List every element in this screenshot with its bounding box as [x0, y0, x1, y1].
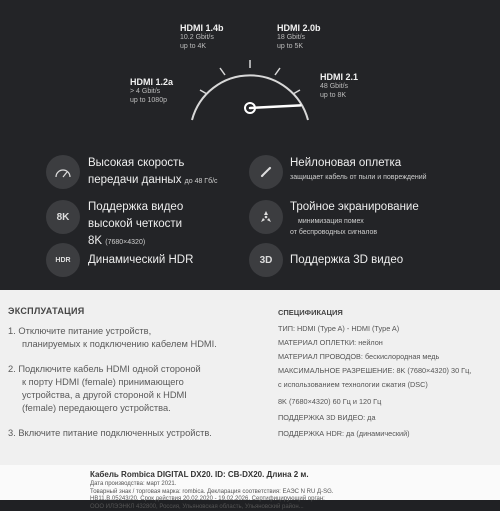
step-line: 2. Подключите кабель HDMI одной стороной	[8, 363, 201, 376]
shield-icon	[249, 200, 283, 234]
feature-speed-title2: передачи данных	[88, 174, 181, 186]
speed-name: HDMI 2.1	[320, 72, 358, 82]
exploitation-step-1	[8, 325, 217, 351]
8k-icon	[46, 200, 80, 234]
feature-video-res-note: (7680×4320)	[105, 239, 145, 246]
feature-shield-title: Тройное экранирование	[290, 199, 419, 216]
legal-line: Дата производства: март 2021.	[90, 481, 420, 489]
speed-res: up to 8K	[320, 91, 358, 100]
feature-shield-sub2: от беспроводных сигналов	[290, 227, 419, 238]
speedometer-icon	[46, 155, 80, 189]
spec-line: ПОДДЕРЖКА HDR: да (динамический)	[278, 429, 410, 438]
spec-line: МАКСИМАЛЬНОЕ РАЗРЕШЕНИЕ: 8K (7680×4320) 30 Гц,	[278, 366, 471, 375]
feature-hdr: Динамический HDR	[88, 252, 193, 269]
feature-speed-title: Высокая скорость	[88, 155, 218, 172]
feature-shield	[290, 199, 419, 238]
spec-line: с использованием технологии сжатия (DSC)	[278, 380, 428, 389]
speed-res: up to 4K	[180, 42, 224, 51]
spec-line: 8K (7680×4320) 60 Гц и 120 Гц	[278, 397, 381, 406]
feature-shield-sub1: минимизация помех	[290, 216, 419, 227]
step-line: планируемых к подключению кабелем HDMI.	[8, 338, 217, 351]
3d-icon-label: 3D	[260, 255, 273, 266]
speed-rate: 10.2 Gbit/s	[180, 33, 224, 42]
speed-label-2-1	[320, 72, 358, 100]
speed-res: up to 1080p	[130, 96, 173, 105]
legal-line: ООО ИЛЭЭНКЛ 432800, Россия, Ульяновская область, Ульяновский район...	[90, 504, 420, 511]
speed-name: HDMI 1.2a	[130, 77, 173, 87]
feature-video-title2: высокой четкости	[88, 216, 183, 233]
speed-rate: 18 Gbit/s	[277, 33, 321, 42]
step-line: к порту HDMI (female) принимающего	[8, 376, 201, 389]
feature-nylon	[290, 155, 427, 184]
speed-gauge-icon	[180, 50, 320, 130]
legal-line: Товарный знак / торговая марка: rombica. Декларация соответствия: ЕАЭС N RU Д-SG.	[90, 489, 420, 497]
feature-nylon-sub: защищает кабель от пыли и повреждений	[290, 172, 427, 184]
speed-rate: > 4 Gbit/s	[130, 87, 173, 96]
speed-rate: 48 Gbit/s	[320, 82, 358, 91]
spec-line: МАТЕРИАЛ ПРОВОДОВ: бескислородная медь	[278, 352, 439, 361]
feature-nylon-title: Нейлоновая оплетка	[290, 155, 427, 172]
step-line: 3. Включите питание подключенных устройств.	[8, 427, 212, 440]
3d-icon	[249, 243, 283, 277]
speed-name: HDMI 1.4b	[180, 23, 224, 33]
legal-line: НВ11.В.05243/20. Срок действия 20.02.2020 - 19.02.2026. Сертифицирующий орган:	[90, 496, 420, 504]
spec-heading: СПЕЦИФИКАЦИЯ	[278, 308, 343, 317]
product-title: Кабель Rombica DIGITAL DX20. ID: CB-DX20. Длина 2 м.	[90, 470, 309, 479]
speed-res: up to 5K	[277, 42, 321, 51]
feature-video	[88, 199, 183, 251]
exploitation-heading: ЭКСПЛУАТАЦИЯ	[8, 306, 85, 316]
speed-label-2-0b	[277, 23, 321, 51]
spec-line: ПОДДЕРЖКА 3D ВИДЕО: да	[278, 413, 376, 422]
spec-line: МАТЕРИАЛ ОПЛЕТКИ: нейлон	[278, 338, 383, 347]
exploitation-step-2	[8, 363, 201, 415]
feature-video-title: Поддержка видео	[88, 199, 183, 216]
product-legal-text	[90, 481, 420, 511]
speed-label-1-2a	[130, 77, 173, 105]
exploitation-step-3	[8, 427, 212, 440]
feature-3d: Поддержка 3D видео	[290, 252, 403, 269]
step-line: 1. Отключите питание устройств,	[8, 325, 217, 338]
speed-name: HDMI 2.0b	[277, 23, 321, 33]
feature-speed-note: до 48 Гб/с	[185, 178, 218, 185]
step-line: устройства, а другой стороной к HDMI	[8, 389, 201, 402]
feature-video-res: 8K	[88, 235, 102, 247]
8k-icon-label: 8K	[57, 212, 70, 223]
feature-speed	[88, 155, 218, 190]
speed-label-1-4b	[180, 23, 224, 51]
hdr-icon-label: HDR	[55, 257, 70, 264]
hdr-icon	[46, 243, 80, 277]
step-line: (female) передающего устройства.	[8, 402, 201, 415]
nylon-braid-icon	[249, 155, 283, 189]
spec-line: ТИП: HDMI (Type A) - HDMI (Type A)	[278, 324, 399, 333]
